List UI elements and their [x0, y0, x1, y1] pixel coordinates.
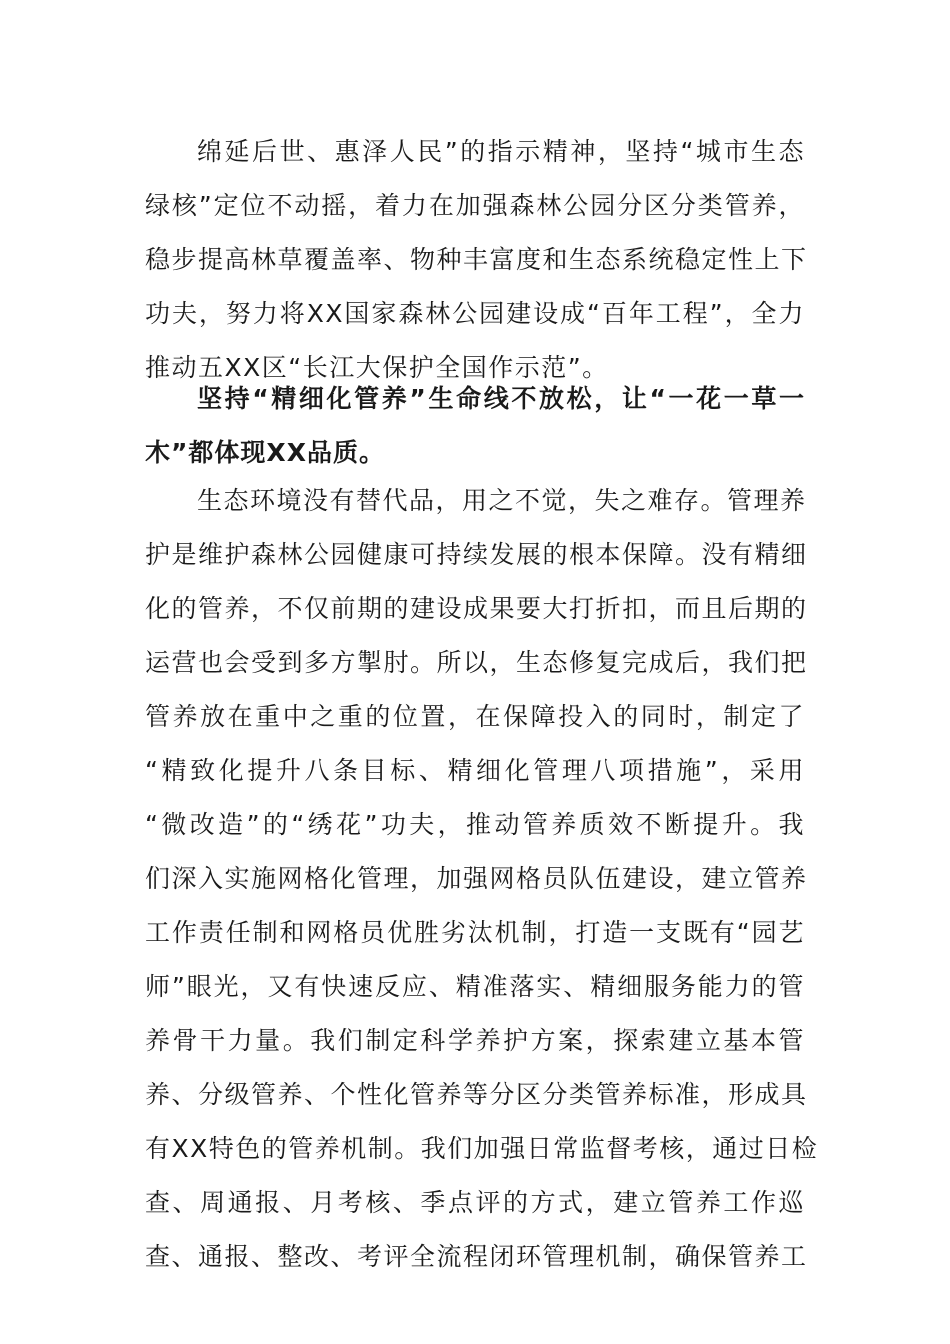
- paragraph-line: 护是维护森林公园健康可持续发展的根本保障。没有精细: [145, 540, 808, 569]
- paragraph-line: 有XX特色的管养机制。我们加强日常监督考核，通过日检: [145, 1134, 819, 1163]
- paragraph-line: 生态环境没有替代品，用之不觉，失之难存。管理养: [197, 486, 807, 515]
- section-heading: [145, 372, 805, 480]
- body-paragraph-2: [145, 474, 819, 1284]
- paragraph-line: 运营也会受到多方掣肘。所以，生态修复完成后，我们把: [145, 648, 808, 677]
- paragraph-line: 查、通报、整改、考评全流程闭环管理机制，确保管养工: [145, 1242, 808, 1271]
- paragraph-line: 绵延后世、惠泽人民”的指示精神，坚持“城市生态: [197, 137, 805, 166]
- paragraph-line: “精致化提升八条目标、精细化管理八项措施”，采用: [145, 756, 805, 785]
- paragraph-line: 管养放在重中之重的位置，在保障投入的同时，制定了: [145, 702, 805, 731]
- heading-line: 木”都体现XX品质。: [145, 438, 385, 467]
- paragraph-line: 推动五XX区“长江大保护全国作示范”。: [145, 353, 609, 382]
- paragraph-line: 化的管养，不仅前期的建设成果要大打折扣，而且后期的: [145, 594, 808, 623]
- body-paragraph-1: [145, 125, 808, 395]
- paragraph-line: “微改造”的“绣花”功夫，推动管养质效不断提升。我: [145, 810, 805, 839]
- paragraph-line: 查、周通报、月考核、季点评的方式，建立管养工作巡: [145, 1188, 805, 1217]
- paragraph-line: 稳步提高林草覆盖率、物种丰富度和生态系统稳定性上下: [145, 245, 808, 274]
- paragraph-line: 养骨干力量。我们制定科学养护方案，探索建立基本管: [145, 1026, 805, 1055]
- paragraph-line: 工作责任制和网格员优胜劣汰机制，打造一支既有“园艺: [145, 918, 805, 947]
- paragraph-line: 绿核”定位不动摇，着力在加强森林公园分区分类管养，: [145, 191, 805, 220]
- paragraph-line: 功夫，努力将XX国家森林公园建设成“百年工程”，全力: [145, 299, 805, 328]
- paragraph-line: 们深入实施网格化管理，加强网格员队伍建设，建立管养: [145, 864, 808, 893]
- paragraph-line: 师”眼光，又有快速反应、精准落实、精细服务能力的管: [145, 972, 805, 1001]
- paragraph-line: 养、分级管养、个性化管养等分区分类管养标准，形成具: [145, 1080, 808, 1109]
- heading-line: 坚持“精细化管养”生命线不放松，让“一花一草一: [197, 384, 805, 413]
